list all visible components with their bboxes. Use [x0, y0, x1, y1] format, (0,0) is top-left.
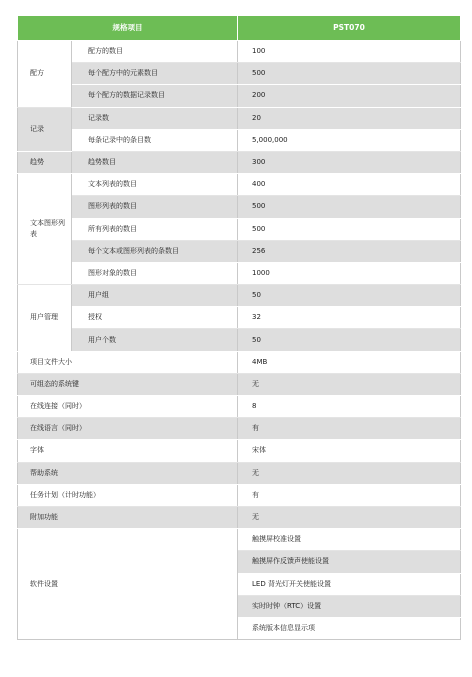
table-row	[18, 63, 461, 85]
row-value: 500	[238, 63, 461, 85]
table-row	[18, 107, 461, 129]
single-value: 有	[238, 484, 461, 506]
table-row	[18, 218, 461, 240]
software-value: 系统版本信息显示项	[238, 617, 461, 639]
row-item: 文本列表的数目	[72, 174, 238, 196]
table-row	[18, 462, 461, 484]
table-row	[18, 440, 461, 462]
table-row	[18, 240, 461, 262]
single-label: 字体	[18, 440, 238, 462]
table-row	[18, 151, 461, 173]
row-item: 用户个数	[72, 329, 238, 351]
table-row	[18, 129, 461, 151]
table-row	[18, 529, 461, 551]
table-row	[18, 484, 461, 506]
table-row	[18, 506, 461, 528]
row-value: 500	[238, 218, 461, 240]
table-row	[18, 396, 461, 418]
software-value: 触摸屏作反馈声使能设置	[238, 551, 461, 573]
table-header-row	[18, 16, 461, 41]
table-row	[18, 41, 461, 63]
row-item: 配方的数目	[72, 41, 238, 63]
header-spec-cell: 规格项目	[18, 16, 238, 41]
table-row	[18, 373, 461, 395]
single-value: 宋体	[238, 440, 461, 462]
row-item: 记录数	[72, 107, 238, 129]
single-label: 项目文件大小	[18, 351, 238, 373]
single-value: 8	[238, 396, 461, 418]
row-item: 授权	[72, 307, 238, 329]
group-label-user: 用户管理	[18, 285, 72, 352]
software-value: LED 背光灯开关使能设置	[238, 573, 461, 595]
row-value: 300	[238, 151, 461, 173]
row-item: 图形列表的数目	[72, 196, 238, 218]
single-value: 无	[238, 506, 461, 528]
spec-table	[17, 15, 461, 640]
group-label-recipe: 配方	[18, 41, 72, 108]
row-item: 每个文本或图形列表的条数目	[72, 240, 238, 262]
group-label-trend: 趋势	[18, 151, 72, 173]
row-value: 50	[238, 329, 461, 351]
row-value: 32	[238, 307, 461, 329]
row-value: 1000	[238, 262, 461, 284]
row-item: 每个配方的数据记录数目	[72, 85, 238, 107]
table-row	[18, 85, 461, 107]
software-value: 触摸屏校准设置	[238, 529, 461, 551]
row-value: 200	[238, 85, 461, 107]
row-item: 每条记录中的条目数	[72, 129, 238, 151]
row-value: 100	[238, 41, 461, 63]
single-label: 帮助系统	[18, 462, 238, 484]
table-row	[18, 285, 461, 307]
single-label: 可组态的系统键	[18, 373, 238, 395]
header-model-cell: PST070	[238, 16, 461, 41]
table-row	[18, 262, 461, 284]
table-row	[18, 174, 461, 196]
row-item: 用户组	[72, 285, 238, 307]
group-label-text-graphic: 文本图形列表	[18, 174, 72, 285]
row-value: 50	[238, 285, 461, 307]
table-row	[18, 351, 461, 373]
table-row	[18, 329, 461, 351]
row-value: 256	[238, 240, 461, 262]
single-label: 附加功能	[18, 506, 238, 528]
table-row	[18, 307, 461, 329]
row-item: 所有列表的数目	[72, 218, 238, 240]
single-label: 在线连接（同时）	[18, 396, 238, 418]
group-label-software: 软件设置	[18, 529, 238, 640]
single-value: 4MB	[238, 351, 461, 373]
row-value: 5,000,000	[238, 129, 461, 151]
row-item: 图形对象的数目	[72, 262, 238, 284]
row-item: 每个配方中的元素数目	[72, 63, 238, 85]
single-value: 无	[238, 373, 461, 395]
single-label: 任务计划（计时功能）	[18, 484, 238, 506]
table-row	[18, 196, 461, 218]
row-value: 500	[238, 196, 461, 218]
software-value: 实时时钟（RTC）设置	[238, 595, 461, 617]
single-value: 有	[238, 418, 461, 440]
single-value: 无	[238, 462, 461, 484]
row-item: 趋势数目	[72, 151, 238, 173]
group-label-record: 记录	[18, 107, 72, 151]
single-label: 在线语言（同时）	[18, 418, 238, 440]
table-row	[18, 418, 461, 440]
row-value: 20	[238, 107, 461, 129]
row-value: 400	[238, 174, 461, 196]
